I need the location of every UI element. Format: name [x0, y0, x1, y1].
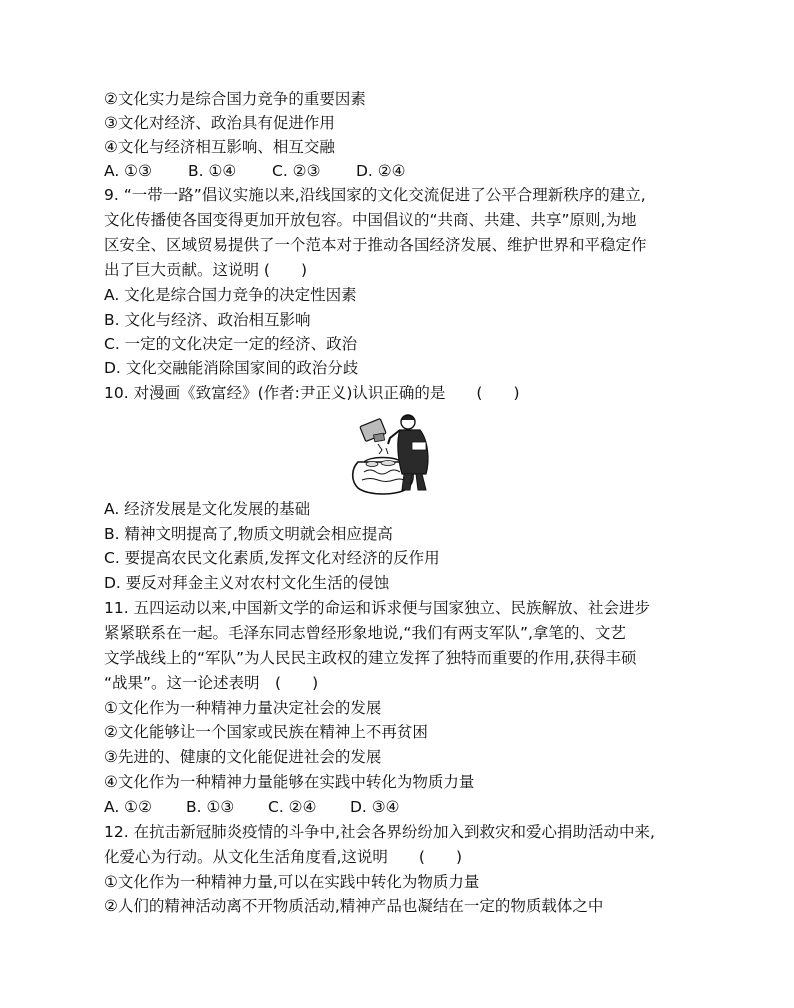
q8-option-3: ③文化对经济、政治具有促进作用 — [104, 114, 335, 132]
q11-choice-c: C. ②④ — [268, 798, 317, 816]
q8-option-2: ②文化实力是综合国力竞争的重要因素 — [104, 90, 366, 108]
q11-option-2: ②文化能够让一个国家或民族在精神上不再贫困 — [104, 723, 428, 741]
q11-stem-line-2: 紧紧联系在一起。毛泽东同志曾经形象地说,“我们有两支军队”,拿笔的、文艺 — [104, 624, 626, 642]
q11-choice-a: A. ①② — [104, 798, 152, 816]
q9-stem-line-2: 文化传播使各国变得更加开放包容。中国倡议的“共商、共建、共享”原则,为地 — [104, 211, 637, 229]
q10-option-c: C. 要提高农民文化素质,发挥文化对经济的反作用 — [104, 549, 440, 567]
q9-option-a: A. 文化是综合国力竞争的决定性因素 — [104, 286, 357, 304]
q9-option-c: C. 一定的文化决定一定的经济、政治 — [104, 335, 358, 353]
q12-stem-line-1: 12. 在抗击新冠肺炎疫情的斗争中,社会各界纷纷加入到救灾和爱心捐助活动中来, — [104, 823, 655, 841]
q11-stem-line-4: “战果”。这一论述表明 ( ) — [104, 674, 319, 692]
q9-option-b: B. 文化与经济、政治相互影响 — [104, 311, 311, 329]
q10-option-a: A. 经济发展是文化发展的基础 — [104, 500, 311, 518]
q10-option-d: D. 要反对拜金主义对农村文化生活的侵蚀 — [104, 574, 390, 592]
q11-option-1: ①文化作为一种精神力量决定社会的发展 — [104, 699, 382, 717]
q11-stem-line-1: 11. 五四运动以来,中国新文学的命运和诉求便与国家独立、民族解放、社会进步 — [104, 599, 651, 617]
q8-choice-a: A. ①③ — [104, 162, 152, 180]
q11-choice-d: D. ③④ — [350, 798, 400, 816]
q9-stem-line-3: 区安全、区域贸易提供了一个范本对于推动各国经济发展、维护世界和平稳定作 — [104, 236, 647, 254]
q12-option-2: ②人们的精神活动离不开物质活动,精神产品也凝结在一定的物质载体之中 — [104, 897, 604, 915]
cartoon-image — [344, 408, 446, 496]
q8-choice-c: C. ②③ — [272, 162, 321, 180]
q12-stem-line-2: 化爱心为行动。从文化生活角度看,这说明 ( ) — [104, 848, 463, 866]
q8-choices — [104, 159, 406, 183]
q12-option-1: ①文化作为一种精神力量,可以在实践中转化为物质力量 — [104, 873, 480, 891]
q11-stem-line-3: 文学战线上的“军队”为人民民主政权的建立发挥了独特而重要的作用,获得丰硕 — [104, 649, 637, 667]
q11-option-4: ④文化作为一种精神力量能够在实践中转化为物质力量 — [104, 773, 475, 791]
q9-stem-line-1: 9. “一带一路”倡议实施以来,沿线国家的文化交流促进了公平合理新秩序的建立, — [104, 186, 646, 204]
q11-choice-b: B. ①③ — [186, 798, 235, 816]
q8-choice-b: B. ①④ — [188, 162, 237, 180]
q11-option-3: ③先进的、健康的文化能促进社会的发展 — [104, 748, 382, 766]
q9-option-d: D. 文化交融能消除国家间的政治分歧 — [104, 359, 359, 377]
q9-stem-line-4: 出了巨大贡献。这说明 ( ) — [104, 261, 308, 279]
q8-choice-d: D. ②④ — [356, 162, 406, 180]
q10-option-b: B. 精神文明提高了,物质文明就会相应提高 — [104, 525, 393, 543]
q11-choices — [104, 795, 400, 819]
q10-stem: 10. 对漫画《致富经》(作者:尹正义)认识正确的是 ( ) — [104, 384, 520, 402]
q8-option-4: ④文化与经济相互影响、相互交融 — [104, 138, 335, 156]
